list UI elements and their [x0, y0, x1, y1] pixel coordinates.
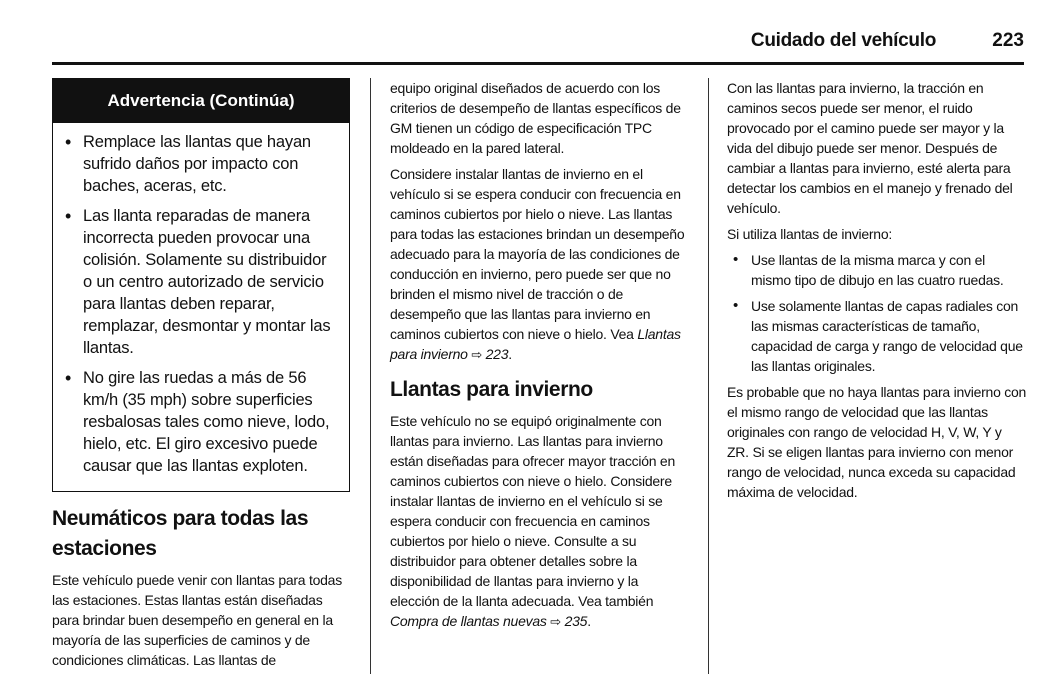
section-title-all-season: Neumáticos para todas las estaciones [52, 507, 309, 560]
winter-tires-page-ref[interactable]: 223 [485, 346, 509, 362]
winter-bullet-list [727, 250, 1027, 376]
list-item: • Use solamente llantas de capas radiales con las mismas características de tamaño, capacidad de carga y rango de velocidad que las llantas originales. [727, 296, 1027, 376]
consider-text: Considere instalar llantas de invierno en el vehículo si se espera conducir con frecuencia en caminos cubiertos por hielo o nieve. Las llantas para todas las estaciones brindan un desempeño adecuado para la mayoría de las condiciones de conducción en invierno, pero puede ser que no brinden el mismo nivel de tracción o de desempeño que las llantas para invierno en caminos cubiertos con nieve o hielo. [390, 166, 685, 342]
buy-tires-page-ref[interactable]: 235 [564, 613, 588, 629]
column-3 [727, 78, 1027, 508]
warning-item: • Remplace las llantas que hayan sufrido daños por impacto con baches, aceras, etc. [63, 131, 339, 197]
page-header-title: Cuidado del vehículo [750, 30, 936, 51]
if-using-winter-paragraph: Si utiliza llantas de invierno: [727, 226, 893, 242]
warning-item: • Las llanta reparadas de manera incorrecta pueden provocar una colisión. Solamente su distribuidor o un centro autorizado de servicio para llantas deben reparar, remplazar, desmontar y montar las llantas. [63, 205, 339, 359]
warning-item: • No gire las ruedas a más de 56 km/h (35 mph) sobre superficies resbalosas tales como nieve, lodo, hielo, etc. El giro excesivo puede causar que las llantas exploten. [63, 367, 339, 477]
winter-paragraph [390, 411, 690, 632]
column-1 [52, 78, 352, 676]
page-arrow-icon: ⇨ [471, 347, 482, 362]
warning-heading: Advertencia (Continúa) [53, 79, 349, 123]
continued-paragraph: equipo original diseñados de acuerdo con los criterios de desempeño de llantas específicos de GM tienen un código de especificación TPC moldeado en la pared lateral. [390, 80, 681, 156]
winter-effects-paragraph: Con las llantas para invierno, la tracción en caminos secos puede ser menor, el ruido provocado por el camino puede ser mayor y la vida del dibujo puede ser menor. Después de cambiar a llantas para invierno, esté alerta para detectar los cambios en el manejo y frenado del vehículo. [727, 80, 1013, 216]
buy-period: . [587, 613, 591, 629]
column-divider-1 [370, 78, 371, 674]
winter-text: Este vehículo no se equipó originalmente con llantas para invierno. Las llantas para invierno están diseñadas para ofrecer mayor tracción en caminos cubiertos con nieve o hielo. Considere instalar llantas de invierno en el vehículo si se espera conducir con frecuencia en caminos cubiertos por hielo o nieve. Consulte a su distribuidor para obtener detalles sobre la disponibilidad de llantas para invierno y la elección de la llanta adecuada. Vea también [390, 413, 675, 609]
page-arrow-icon: ⇨ [550, 614, 561, 629]
buy-tires-link[interactable]: Compra de llantas nuevas [390, 613, 547, 629]
consider-paragraph [390, 164, 690, 365]
section-title-winter: Llantas para invierno [390, 378, 593, 401]
winter-tires-link[interactable]: Llantas para invierno [390, 326, 681, 362]
page-number: 223 [992, 30, 1024, 51]
warning-list [53, 123, 349, 491]
see-prefix: Vea [610, 326, 638, 342]
column-2 [390, 78, 690, 638]
all-season-paragraph: Este vehículo puede venir con llantas para todas las estaciones. Estas llantas están diseñadas para brindar buen desempeño en general en la mayoría de las superficies de caminos y de condiciones climáticas. Las llantas de [52, 572, 342, 668]
speed-rating-paragraph: Es probable que no haya llantas para invierno con el mismo rango de velocidad que las llantas originales con rango de velocidad H, V, W, Y y ZR. Si se eligen llantas para invierno con menor rango de velocidad, nunca exceda su capacidad máxima de velocidad. [727, 384, 1027, 500]
see-period: . [508, 346, 512, 362]
list-item: • Use llantas de la misma marca y con el mismo tipo de dibujo en las cuatro ruedas. [727, 250, 1027, 290]
column-divider-2 [708, 78, 709, 674]
header-rule [52, 62, 1024, 65]
warning-box [52, 78, 350, 492]
